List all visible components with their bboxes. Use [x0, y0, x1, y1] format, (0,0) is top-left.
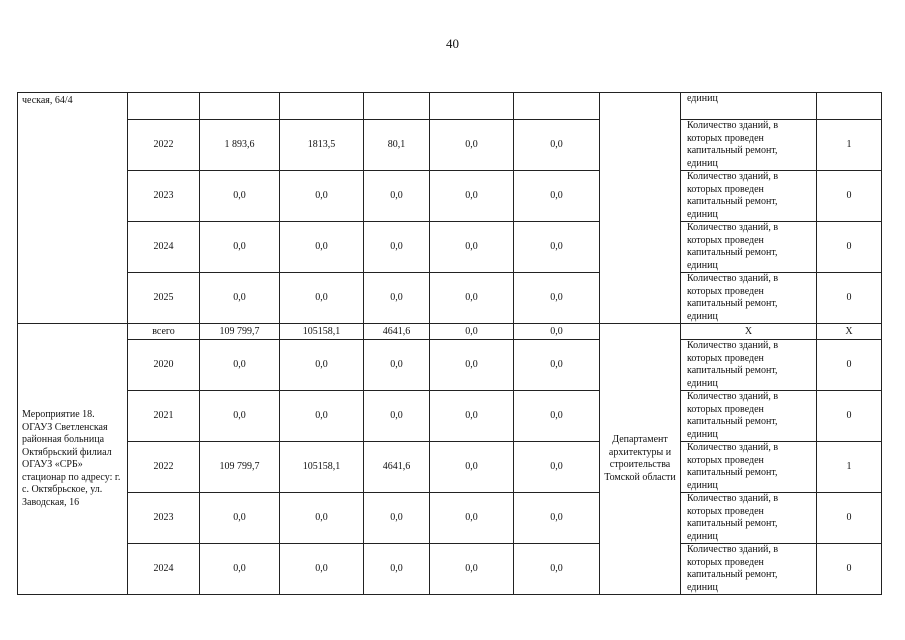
indicator-value: 0 [817, 391, 882, 442]
event-name: Мероприятие 18. ОГАУЗ Светленская районная больница Октябрьский филиал ОГАУЗ «СРБ» стационар по адресу: г. с. Октябрьское, ул. Заводская, 16 [18, 324, 128, 595]
regional-cell: 4641,6 [364, 442, 430, 493]
total-cell: 109 799,7 [200, 442, 280, 493]
year-cell [128, 93, 200, 120]
indicator-value: 1 [817, 120, 882, 171]
other-cell: 0,0 [514, 544, 600, 595]
local-cell: 0,0 [430, 222, 514, 273]
total-cell: 0,0 [200, 171, 280, 222]
other-cell: 0,0 [514, 391, 600, 442]
year-cell: 2022 [128, 120, 200, 171]
table-row [18, 340, 882, 391]
local-cell: 0,0 [430, 493, 514, 544]
year-cell: 2024 [128, 544, 200, 595]
total-cell: 1 893,6 [200, 120, 280, 171]
table-row [18, 391, 882, 442]
department-cell: Департамент архитектуры и строительства Томской области [600, 324, 681, 595]
regional-cell: 0,0 [364, 222, 430, 273]
indicator-cell: Количество зданий, в которых проведен капитальный ремонт, единиц [681, 544, 817, 595]
table-row [18, 544, 882, 595]
table-row [18, 222, 882, 273]
federal-cell: 1813,5 [280, 120, 364, 171]
indicator-value: 1 [817, 442, 882, 493]
other-cell: 0,0 [514, 222, 600, 273]
other-cell: 0,0 [514, 324, 600, 340]
other-cell: 0,0 [514, 442, 600, 493]
other-cell: 0,0 [514, 120, 600, 171]
total-cell: 0,0 [200, 391, 280, 442]
local-cell: 0,0 [430, 324, 514, 340]
federal-cell: 105158,1 [280, 324, 364, 340]
year-cell: 2021 [128, 391, 200, 442]
table-row [18, 171, 882, 222]
table-row [18, 273, 882, 324]
federal-cell: 105158,1 [280, 442, 364, 493]
indicator-value: 0 [817, 340, 882, 391]
table-row [18, 442, 882, 493]
indicator-value: X [817, 324, 882, 340]
year-cell: 2020 [128, 340, 200, 391]
total-cell: 0,0 [200, 493, 280, 544]
indicator-cell: Количество зданий, в которых проведен капитальный ремонт, единиц [681, 171, 817, 222]
indicator-value: 0 [817, 493, 882, 544]
other-cell: 0,0 [514, 340, 600, 391]
indicator-value: 0 [817, 273, 882, 324]
regional-cell: 80,1 [364, 120, 430, 171]
year-cell: 2025 [128, 273, 200, 324]
year-cell: 2023 [128, 493, 200, 544]
federal-cell: 0,0 [280, 340, 364, 391]
total-cell: 109 799,7 [200, 324, 280, 340]
regional-cell: 0,0 [364, 391, 430, 442]
federal-cell: 0,0 [280, 544, 364, 595]
indicator-value: 0 [817, 544, 882, 595]
regional-cell: 0,0 [364, 493, 430, 544]
other-cell: 0,0 [514, 493, 600, 544]
event-name-fragment: ческая, 64/4 [18, 93, 128, 324]
indicator-cell: единиц [681, 93, 817, 120]
federal-cell: 0,0 [280, 171, 364, 222]
department-cell [600, 93, 681, 324]
table-row-total [18, 324, 882, 340]
indicator-cell: Количество зданий, в которых проведен капитальный ремонт, единиц [681, 442, 817, 493]
other-cell: 0,0 [514, 273, 600, 324]
indicator-cell: Количество зданий, в которых проведен капитальный ремонт, единиц [681, 222, 817, 273]
regional-cell: 0,0 [364, 340, 430, 391]
total-cell: 0,0 [200, 544, 280, 595]
table-row [18, 93, 882, 120]
local-cell: 0,0 [430, 171, 514, 222]
local-cell: 0,0 [430, 340, 514, 391]
indicator-cell: Количество зданий, в которых проведен капитальный ремонт, единиц [681, 340, 817, 391]
year-cell: всего [128, 324, 200, 340]
total-cell: 0,0 [200, 222, 280, 273]
indicator-cell: Количество зданий, в которых проведен капитальный ремонт, единиц [681, 391, 817, 442]
other-cell: 0,0 [514, 171, 600, 222]
table-row [18, 120, 882, 171]
indicator-cell: Количество зданий, в которых проведен капитальный ремонт, единиц [681, 120, 817, 171]
local-cell: 0,0 [430, 273, 514, 324]
indicator-cell: X [681, 324, 817, 340]
budget-table [17, 92, 882, 595]
local-cell: 0,0 [430, 442, 514, 493]
page-number: 40 [446, 36, 459, 51]
regional-cell: 0,0 [364, 171, 430, 222]
regional-cell: 0,0 [364, 273, 430, 324]
federal-cell: 0,0 [280, 493, 364, 544]
indicator-value: 0 [817, 171, 882, 222]
federal-cell: 0,0 [280, 222, 364, 273]
total-cell: 0,0 [200, 340, 280, 391]
federal-cell: 0,0 [280, 391, 364, 442]
table-row [18, 493, 882, 544]
regional-cell: 0,0 [364, 544, 430, 595]
year-cell: 2024 [128, 222, 200, 273]
indicator-cell: Количество зданий, в которых проведен капитальный ремонт, единиц [681, 273, 817, 324]
federal-cell: 0,0 [280, 273, 364, 324]
local-cell: 0,0 [430, 391, 514, 442]
regional-cell: 4641,6 [364, 324, 430, 340]
local-cell: 0,0 [430, 544, 514, 595]
total-cell: 0,0 [200, 273, 280, 324]
indicator-cell: Количество зданий, в которых проведен капитальный ремонт, единиц [681, 493, 817, 544]
year-cell: 2022 [128, 442, 200, 493]
indicator-value: 0 [817, 222, 882, 273]
year-cell: 2023 [128, 171, 200, 222]
local-cell: 0,0 [430, 120, 514, 171]
